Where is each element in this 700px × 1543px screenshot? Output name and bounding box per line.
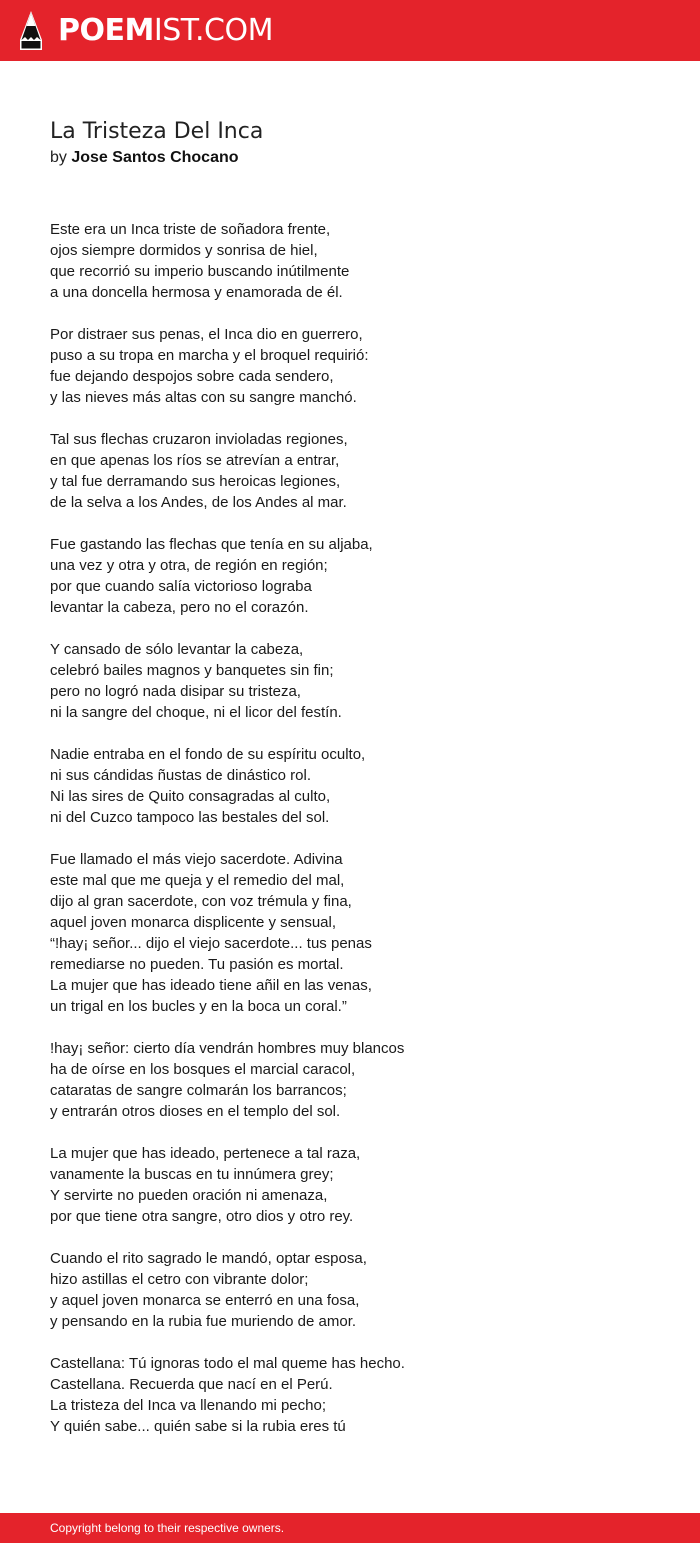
poem-stanza bbox=[50, 219, 650, 303]
poem-line: a una doncella hermosa y enamorada de él. bbox=[50, 284, 343, 301]
poem-line: Castellana: Tú ignoras todo el mal queme has hecho. bbox=[50, 1355, 405, 1372]
poem-line: Nadie entraba en el fondo de su espíritu oculto, bbox=[50, 746, 366, 763]
poem-byline bbox=[50, 147, 650, 169]
poem-line: puso a su tropa en marcha y el broquel requirió: bbox=[50, 347, 369, 364]
poem-line: ha de oírse en los bosques el marcial caracol, bbox=[50, 1061, 356, 1078]
poem-stanza bbox=[50, 744, 650, 828]
poem-title: La Tristeza Del Inca bbox=[50, 119, 264, 144]
poem-line: ni la sangre del choque, ni el licor del festín. bbox=[50, 704, 342, 721]
poem-line: cataratas de sangre colmarán los barrancos; bbox=[50, 1082, 347, 1099]
poem-line: vanamente la buscas en tu innúmera grey; bbox=[50, 1166, 334, 1183]
poem-line: levantar la cabeza, pero no el corazón. bbox=[50, 599, 309, 616]
poem-stanza bbox=[50, 849, 650, 1017]
poem-line: celebró bailes magnos y banquetes sin fin; bbox=[50, 662, 334, 679]
by-label: by bbox=[50, 149, 67, 166]
poem-line: La mujer que has ideado, pertenece a tal raza, bbox=[50, 1145, 361, 1162]
site-logo-text bbox=[58, 12, 273, 50]
poem-line: fue dejando despojos sobre cada sendero, bbox=[50, 368, 334, 385]
poem-line: y entrarán otros dioses en el templo del sol. bbox=[50, 1103, 341, 1120]
logo-text-light: IST.COM bbox=[153, 13, 273, 48]
site-header bbox=[0, 0, 700, 61]
poem-line: pero no logró nada disipar su tristeza, bbox=[50, 683, 301, 700]
poem-line: y tal fue derramando sus heroicas legiones, bbox=[50, 473, 341, 490]
poem-line: Y servirte no pueden oración ni amenaza, bbox=[50, 1187, 328, 1204]
poem-line: ni sus cándidas ñustas de dinástico rol. bbox=[50, 767, 311, 784]
author-link[interactable]: Jose Santos Chocano bbox=[71, 149, 239, 166]
poem-line: una vez y otra y otra, de región en región; bbox=[50, 557, 328, 574]
poem-stanza bbox=[50, 639, 650, 723]
poem-line: por que tiene otra sangre, otro dios y otro rey. bbox=[50, 1208, 354, 1225]
poem-line: este mal que me queja y el remedio del mal, bbox=[50, 872, 345, 889]
poem-line: La mujer que has ideado tiene añil en las venas, bbox=[50, 977, 372, 994]
poem-stanza bbox=[50, 1038, 650, 1122]
poem-stanza bbox=[50, 1143, 650, 1227]
poem-line: Fue llamado el más viejo sacerdote. Adivina bbox=[50, 851, 343, 868]
poem-line: un trigal en los bucles y en la boca un coral.” bbox=[50, 998, 347, 1015]
site-footer bbox=[0, 1513, 700, 1543]
poem-line: de la selva a los Andes, de los Andes al mar. bbox=[50, 494, 347, 511]
poem-line: y aquel joven monarca se enterró en una fosa, bbox=[50, 1292, 360, 1309]
poem-line: que recorrió su imperio buscando inútilmente bbox=[50, 263, 350, 280]
pencil-tip-icon bbox=[18, 10, 44, 52]
poem-line: remediarse no pueden. Tu pasión es mortal. bbox=[50, 956, 344, 973]
copyright-text: Copyright belong to their respective owners. bbox=[50, 1521, 285, 1535]
poem-line: Castellana. Recuerda que nací en el Perú. bbox=[50, 1376, 333, 1393]
poem-line: “!hay¡ señor... dijo el viejo sacerdote... tus penas bbox=[50, 935, 372, 952]
poem-line: Y cansado de sólo levantar la cabeza, bbox=[50, 641, 304, 658]
poem-line: aquel joven monarca displicente y sensual, bbox=[50, 914, 337, 931]
poem-line: Por distraer sus penas, el Inca dio en guerrero, bbox=[50, 326, 363, 343]
site-logo[interactable] bbox=[18, 10, 273, 52]
poem-line: hizo astillas el cetro con vibrante dolor; bbox=[50, 1271, 309, 1288]
poem-line: La tristeza del Inca va llenando mi pecho; bbox=[50, 1397, 326, 1414]
poem-line: Tal sus flechas cruzaron invioladas regiones, bbox=[50, 431, 348, 448]
poem-line: en que apenas los ríos se atrevían a entrar, bbox=[50, 452, 340, 469]
poem-line: ni del Cuzco tampoco las bestales del sol. bbox=[50, 809, 330, 826]
poem-line: Cuando el rito sagrado le mandó, optar esposa, bbox=[50, 1250, 367, 1267]
poem-line: ojos siempre dormidos y sonrisa de hiel, bbox=[50, 242, 318, 259]
poem-line: Este era un Inca triste de soñadora frente, bbox=[50, 221, 331, 238]
poem-line: y las nieves más altas con su sangre manchó. bbox=[50, 389, 357, 406]
logo-text-strong: POEM bbox=[58, 13, 154, 48]
poem-line: !hay¡ señor: cierto día vendrán hombres muy blancos bbox=[50, 1040, 405, 1057]
poem-line: Ni las sires de Quito consagradas al culto, bbox=[50, 788, 331, 805]
poem-stanza bbox=[50, 429, 650, 513]
poem-stanza bbox=[50, 324, 650, 408]
poem-stanza bbox=[50, 1248, 650, 1332]
poem-line: dijo al gran sacerdote, con voz trémula y fina, bbox=[50, 893, 352, 910]
poem-line: por que cuando salía victorioso lograba bbox=[50, 578, 312, 595]
poem-line: Y quién sabe... quién sabe si la rubia eres tú bbox=[50, 1418, 346, 1435]
poem-stanza bbox=[50, 534, 650, 618]
poem-line: y pensando en la rubia fue muriendo de amor. bbox=[50, 1313, 357, 1330]
poem-line: Fue gastando las flechas que tenía en su aljaba, bbox=[50, 536, 373, 553]
poem-body bbox=[50, 219, 650, 1437]
poem-content bbox=[50, 117, 650, 1458]
poem-stanza bbox=[50, 1353, 650, 1437]
